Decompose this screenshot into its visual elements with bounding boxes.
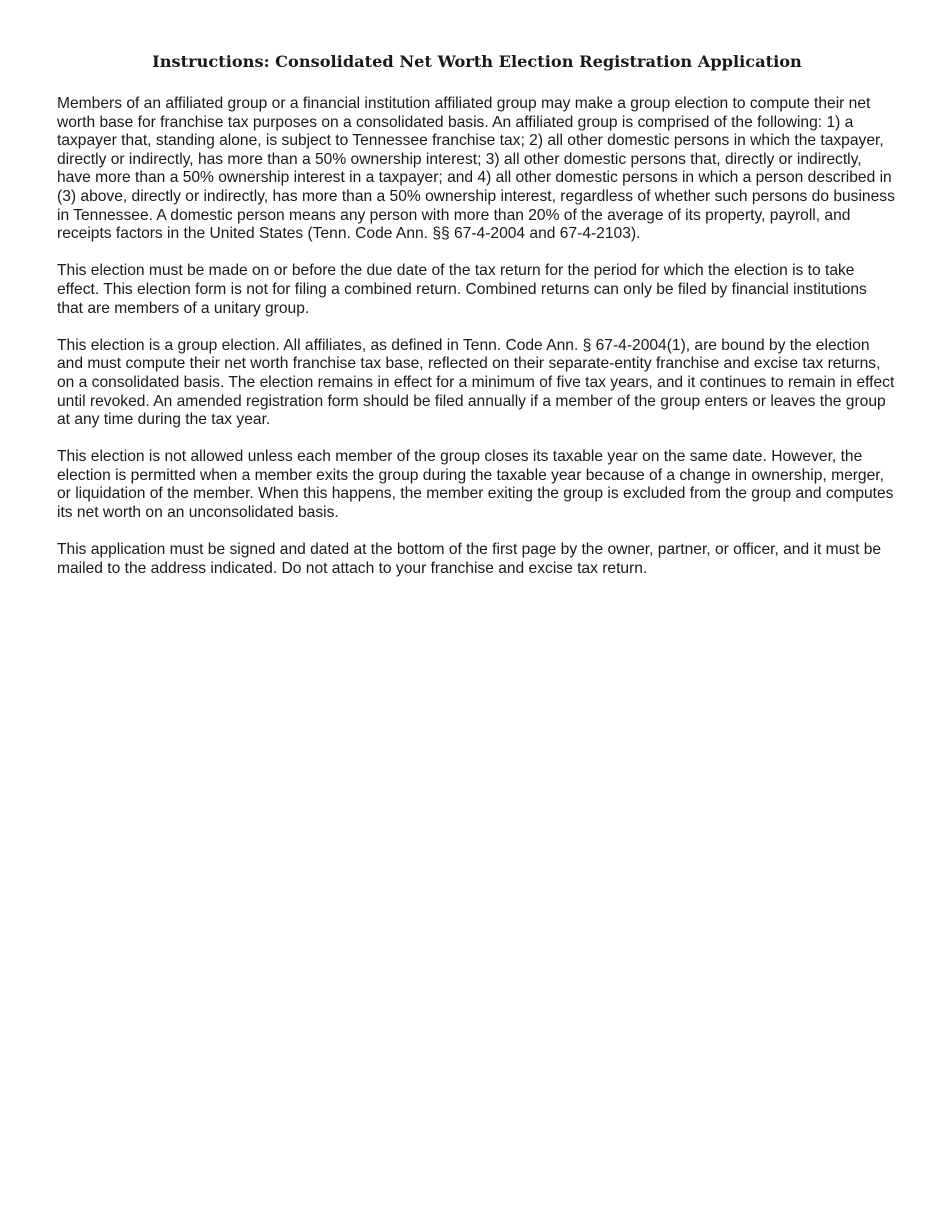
paragraph-affiliated-group: Members of an affiliated group or a financial institution affiliated group may make a group election to compute their net worth base for franchise tax purposes on a consolidated basis. An affiliated group is comprised of the following: 1) a taxpayer that, standing alone, is subject to Tennessee franchise tax; 2) all other domestic persons in which the taxpayer, directly or indirectly, has more than a 50% ownership interest; 3) all other domestic persons that, directly or indirectly, have more than a 50% ownership interest in a taxpayer; and 4) all other domestic persons in which a person described in (3) above, directly or indirectly, has more than a 50% ownership interest, regardless of whether such persons do business in Tennessee. A domestic person means any person with more than 20% of the average of its property, payroll, and receipts factors in the United States (Tenn. Code Ann. §§ 67-4-2004 and 67-4-2103). [57, 95, 895, 243]
paragraph-group-election: This election is a group election. All affiliates, as defined in Tenn. Code Ann. § 67-4-2004(1), are bound by the election and must compute their net worth franchise tax base, reflected on their separate-entity franchise and excise tax returns, on a consolidated basis. The election remains in effect for a minimum of five tax years, and it continues to remain in effect until revoked. An amended registration form should be filed annually if a member of the group enters or leaves the group at any time during the tax year. [57, 336, 895, 429]
paragraph-taxable-year: This election is not allowed unless each member of the group closes its taxable year on the same date. However, the election is permitted when a member exits the group during the taxable year because of a change in ownership, merger, or liquidation of the member. When this happens, the member exiting the group is excluded from the group and computes its net worth on an unconsolidated basis. [57, 448, 894, 522]
instructions-page [57, 50, 897, 597]
paragraph-election-deadline: This election must be made on or before the due date of the tax return for the period for which the election is to take effect. This election form is not for filing a combined return. Combined returns can only be filed by financial institutions that are members of a unitary group. [57, 262, 867, 317]
page-title: Instructions: Consolidated Net Worth Election Registration Application [152, 52, 802, 71]
paragraph-signature-mailing: This application must be signed and dated at the bottom of the first page by the owner, partner, or officer, and it must be mailed to the address indicated. Do not attach to your franchise and excise tax return. [57, 541, 882, 577]
